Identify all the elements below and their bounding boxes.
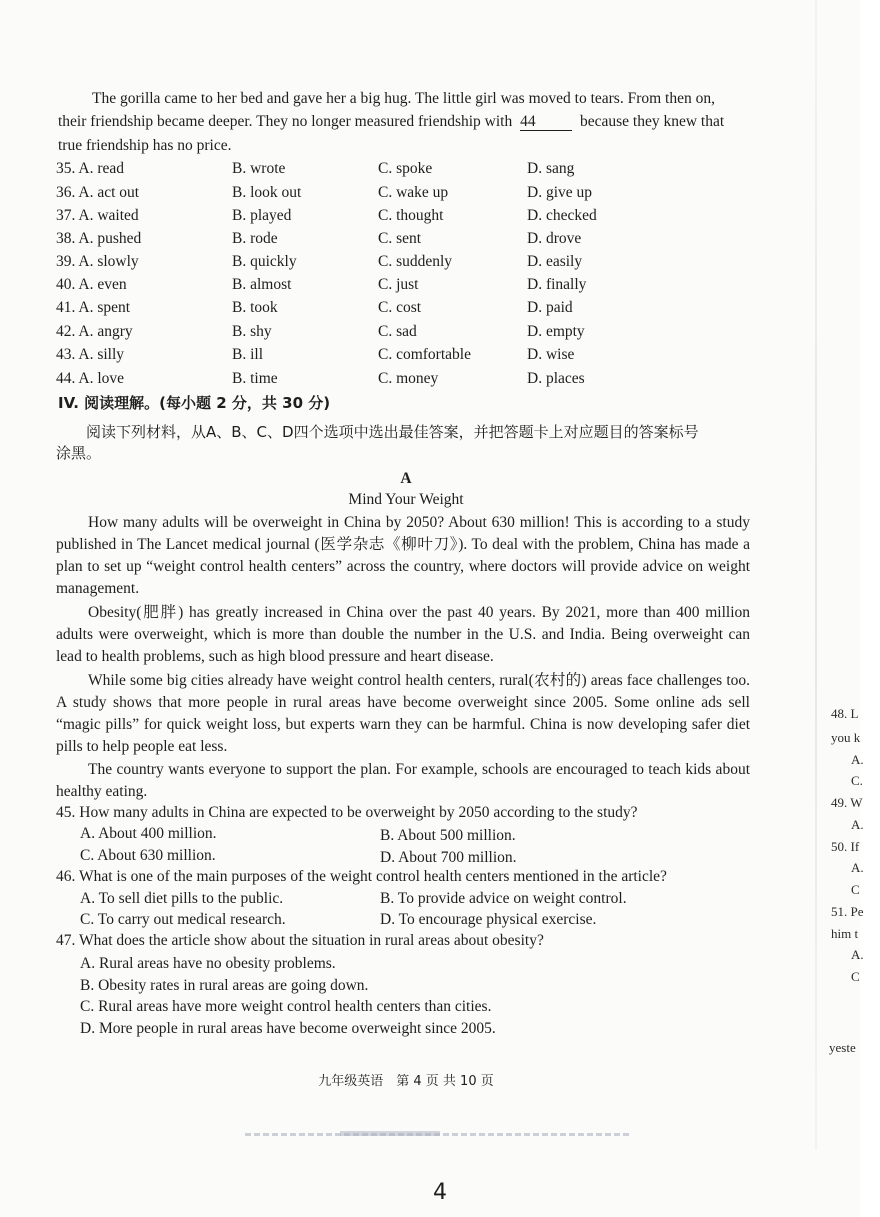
cloze-option-b: B. shy [232,323,272,340]
cloze-option-c: C. thought [378,207,444,224]
cloze-option-row [56,253,756,276]
question-47-option-c: C. Rural areas have more weight control health centers than cities. [80,998,492,1015]
cloze-option-a: 43. A. silly [56,346,125,363]
cloze-option-b: B. wrote [232,160,286,177]
section-instruction-line2: 涂黑。 [56,444,102,462]
question-46-stem: 46. What is one of the main purposes of the weight control health centers mentioned in the article? [56,868,667,885]
question-47-option-d: D. More people in rural areas have become overweight since 2005. [80,1020,496,1037]
page-footer: 九年级英语 第 4 页 共 10 页 [318,1074,494,1089]
cloze-option-b: B. ill [232,346,264,363]
passage-line-1: The gorilla came to her bed and gave her a big hug. The little girl was moved to tears. From then on, [92,90,715,107]
question-45-option-a: A. About 400 million. [80,825,217,842]
page-fold-shadow [815,0,817,1150]
cloze-option-row [56,207,756,230]
question-45-option-c: C. About 630 million. [80,847,216,864]
cloze-option-c: C. suddenly [378,253,453,270]
question-46-option-d: D. To encourage physical exercise. [380,911,597,928]
cloze-option-row [56,370,756,393]
section-instruction-line1: 阅读下列材料，从A、B、C、D四个选项中选出最佳答案，并把答题卡上对应题目的答案标号 [86,423,699,441]
edge-fragment: C. [851,773,863,788]
cloze-option-d: D. drove [527,230,582,247]
passage-line-2 [58,111,760,133]
cloze-option-a: 38. A. pushed [56,230,142,247]
cloze-option-c: C. just [378,276,419,293]
cloze-option-a: 36. A. act out [56,184,140,201]
edge-fragment: yeste [829,1040,856,1055]
cloze-option-row [56,323,756,346]
cloze-option-a: 42. A. angry [56,323,133,340]
article-paragraph-2: Obesity(肥胖) has greatly increased in China over the past 40 years. By 2021, more than 400 million adults were overweight, which is more than double the number in the U.S. and India. Being overweight can lead to health problems, such as high blood pressure and heart disease. [56,604,750,665]
cloze-option-d: D. wise [527,346,575,363]
question-46-option-c: C. To carry out medical research. [80,911,286,928]
edge-fragment: A. [851,817,864,832]
edge-fragment: him t [831,926,859,941]
question-47-option-b: B. Obesity rates in rural areas are going down. [80,977,369,994]
question-45-option-b: B. About 500 million. [380,827,516,844]
cloze-option-a: 41. A. spent [56,299,131,316]
cloze-option-a: 40. A. even [56,276,127,293]
edge-fragment: C [851,969,860,984]
cloze-option-c: C. comfortable [378,346,471,363]
question-45-option-d: D. About 700 million. [380,849,517,866]
edge-fragment: A. [851,860,864,875]
edge-fragment: 48. L [831,706,859,721]
cloze-option-c: C. spoke [378,160,433,177]
cloze-option-d: D. checked [527,207,597,224]
scan-smudge-2 [340,1131,440,1136]
edge-fragment: C [851,882,860,897]
cloze-option-a: 37. A. waited [56,207,139,224]
question-47-stem: 47. What does the article show about the situation in rural areas about obesity? [56,932,544,949]
cloze-option-b: B. rode [232,230,278,247]
question-47-option-a: A. Rural areas have no obesity problems. [80,955,336,972]
blank-44: 44 [520,114,572,131]
cloze-option-row [56,346,756,369]
cloze-option-b: B. quickly [232,253,297,270]
edge-fragment: A. [851,752,864,767]
question-46-option-a: A. To sell diet pills to the public. [80,890,284,907]
cloze-option-row [56,230,756,253]
edge-fragment: you k [831,730,861,745]
cloze-option-d: D. easily [527,253,583,270]
article-paragraph-1: How many adults will be overweight in China by 2050? About 630 million! This is according to a study published in The Lancet medical journal (医学杂志《柳叶刀》). To deal with the problem, China has made a plan to set up “weight control health centers” across the country, where doctors will provide advice on weight management. [56,514,750,597]
article-paragraph-4: The country wants everyone to support the plan. For example, schools are encouraged to teach kids about healthy eating. [56,761,750,800]
cloze-option-a: 44. A. love [56,370,125,387]
section-heading: IV. 阅读理解。(每小题 2 分，共 30 分) [58,394,331,412]
cloze-option-row [56,184,756,207]
cloze-option-a: 39. A. slowly [56,253,139,270]
cloze-option-c: C. money [378,370,439,387]
cloze-option-d: D. finally [527,276,587,293]
page-number: 4 [433,1180,447,1205]
cloze-option-row [56,299,756,322]
cloze-option-d: D. sang [527,160,575,177]
cloze-option-c: C. cost [378,299,422,316]
cloze-option-c: C. wake up [378,184,449,201]
edge-fragment: 50. If [831,839,860,854]
edge-fragment: A. [851,947,864,962]
question-45-stem: 45. How many adults in China are expected to be overweight by 2050 according to the study? [56,804,638,821]
cloze-option-b: B. took [232,299,278,316]
edge-fragment: 49. W [831,795,863,810]
article-label: A [400,470,412,487]
cloze-option-b: B. look out [232,184,302,201]
cloze-option-row [56,276,756,299]
question-46-option-b: B. To provide advice on weight control. [380,890,627,907]
cloze-option-b: B. almost [232,276,292,293]
cloze-option-row [56,160,756,183]
passage-line-3: true friendship has no price. [58,137,232,154]
cloze-option-d: D. paid [527,299,573,316]
cloze-option-d: D. empty [527,323,585,340]
cloze-option-d: D. give up [527,184,593,201]
edge-fragment: 51. Pe [831,904,864,919]
cloze-option-b: B. time [232,370,278,387]
passage-line-2-text: their friendship became deeper. They no longer measured friendship with [58,113,513,130]
passage-line-2-tail: because they knew that [579,113,725,130]
cloze-option-a: 35. A. read [56,160,125,177]
cloze-option-d: D. places [527,370,585,387]
cloze-option-c: C. sent [378,230,422,247]
article-title: Mind Your Weight [348,491,464,508]
cloze-option-b: B. played [232,207,292,224]
cloze-option-c: C. sad [378,323,417,340]
article-paragraph-3: While some big cities already have weight control health centers, rural(农村的) areas face challenges too. A study shows that more people in rural areas have become overweight since 2005. Some online ads sell “magic pills” for quick weight loss, but experts warn they can be harmful. China is now developing safer diet pills to help people eat less. [56,672,750,755]
